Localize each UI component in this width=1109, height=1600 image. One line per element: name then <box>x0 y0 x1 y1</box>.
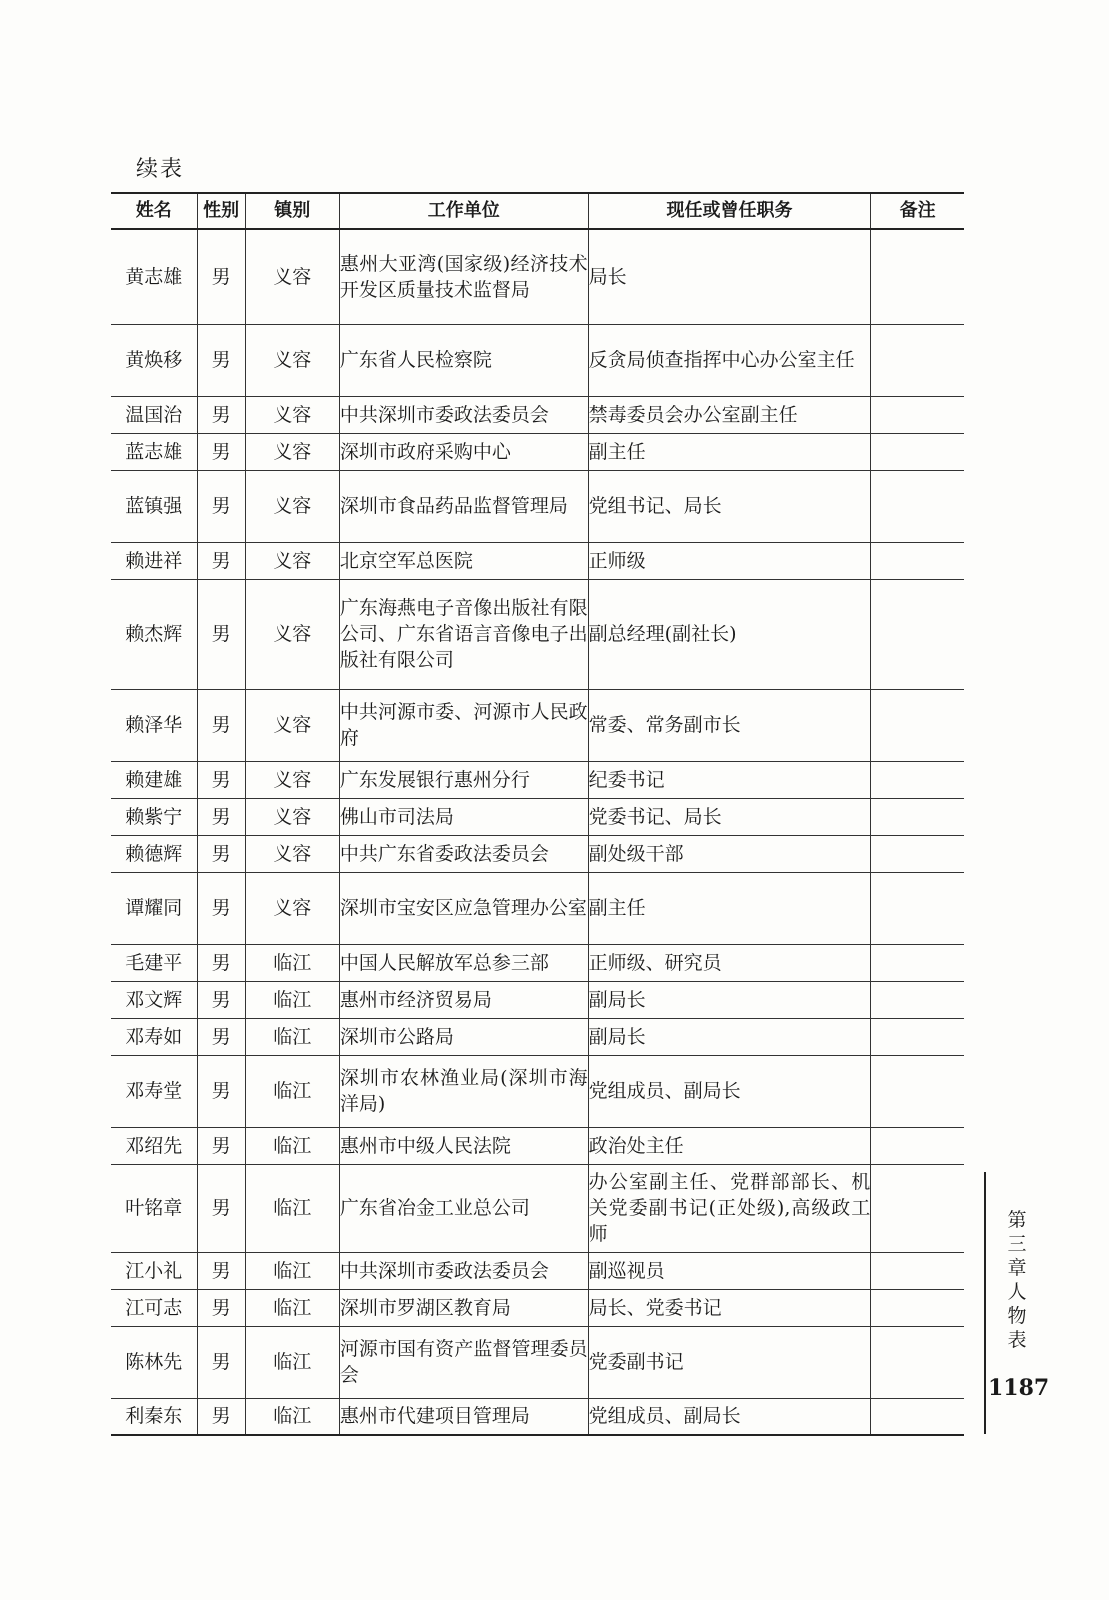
cell-unit: 深圳市农林渔业局(深圳市海洋局) <box>339 1055 588 1127</box>
cell-town: 临江 <box>245 944 339 981</box>
cell-remark <box>871 835 964 872</box>
cell-gender: 男 <box>197 1398 245 1435</box>
cell-town: 临江 <box>245 1127 339 1164</box>
cell-position: 办公室副主任、党群部部长、机关党委副书记(正处级),高级政工师 <box>588 1164 871 1252</box>
table-row <box>111 689 964 761</box>
col-header-name: 姓名 <box>111 193 197 229</box>
cell-town: 义容 <box>245 798 339 835</box>
cell-name: 陈林先 <box>111 1326 197 1398</box>
cell-gender: 男 <box>197 1055 245 1127</box>
cell-position: 副主任 <box>588 872 871 944</box>
continued-label: 续表 <box>136 157 185 182</box>
cell-position: 党组书记、局长 <box>588 470 871 542</box>
cell-remark <box>871 396 964 433</box>
cell-gender: 男 <box>197 1326 245 1398</box>
cell-gender: 男 <box>197 798 245 835</box>
cell-position: 反贪局侦查指挥中心办公室主任 <box>588 324 871 396</box>
cell-remark <box>871 981 964 1018</box>
cell-name: 邓绍先 <box>111 1127 197 1164</box>
cell-unit: 北京空军总医院 <box>339 542 588 579</box>
cell-name: 谭耀同 <box>111 872 197 944</box>
cell-gender: 男 <box>197 433 245 470</box>
cell-gender: 男 <box>197 835 245 872</box>
cell-remark <box>871 1289 964 1326</box>
table-row <box>111 798 964 835</box>
cell-remark <box>871 1398 964 1435</box>
cell-name: 黄焕移 <box>111 324 197 396</box>
cell-position: 禁毒委员会办公室副主任 <box>588 396 871 433</box>
cell-name: 黄志雄 <box>111 229 197 324</box>
cell-gender: 男 <box>197 1127 245 1164</box>
col-header-unit: 工作单位 <box>339 193 588 229</box>
cell-gender: 男 <box>197 324 245 396</box>
cell-unit: 深圳市食品药品监督管理局 <box>339 470 588 542</box>
cell-name: 邓文辉 <box>111 981 197 1018</box>
table-row <box>111 1289 964 1326</box>
cell-unit: 佛山市司法局 <box>339 798 588 835</box>
cell-name: 蓝镇强 <box>111 470 197 542</box>
table-row <box>111 1398 964 1435</box>
cell-gender: 男 <box>197 761 245 798</box>
cell-remark <box>871 470 964 542</box>
cell-position: 常委、常务副市长 <box>588 689 871 761</box>
cell-town: 义容 <box>245 433 339 470</box>
cell-town: 临江 <box>245 981 339 1018</box>
cell-town: 义容 <box>245 872 339 944</box>
cell-town: 义容 <box>245 542 339 579</box>
cell-name: 赖杰辉 <box>111 579 197 689</box>
cell-gender: 男 <box>197 542 245 579</box>
cell-town: 临江 <box>245 1018 339 1055</box>
cell-position: 党组成员、副局长 <box>588 1055 871 1127</box>
cell-unit: 深圳市公路局 <box>339 1018 588 1055</box>
cell-town: 义容 <box>245 579 339 689</box>
cell-remark <box>871 1326 964 1398</box>
cell-unit: 广东省人民检察院 <box>339 324 588 396</box>
table-row <box>111 396 964 433</box>
cell-name: 利秦东 <box>111 1398 197 1435</box>
cell-position: 副局长 <box>588 1018 871 1055</box>
table-row <box>111 542 964 579</box>
cell-town: 临江 <box>245 1164 339 1252</box>
table-row <box>111 835 964 872</box>
cell-remark <box>871 1055 964 1127</box>
col-header-remark: 备注 <box>871 193 964 229</box>
cell-gender: 男 <box>197 1289 245 1326</box>
cell-remark <box>871 1018 964 1055</box>
cell-name: 江可志 <box>111 1289 197 1326</box>
table-row <box>111 872 964 944</box>
cell-unit: 中共广东省委政法委员会 <box>339 835 588 872</box>
cell-gender: 男 <box>197 1164 245 1252</box>
cell-gender: 男 <box>197 1252 245 1289</box>
cell-unit: 惠州市中级人民法院 <box>339 1127 588 1164</box>
cell-name: 邓寿堂 <box>111 1055 197 1127</box>
cell-remark <box>871 1252 964 1289</box>
cell-name: 邓寿如 <box>111 1018 197 1055</box>
cell-name: 温国治 <box>111 396 197 433</box>
cell-position: 副局长 <box>588 981 871 1018</box>
cell-unit: 中共深圳市委政法委员会 <box>339 1252 588 1289</box>
cell-gender: 男 <box>197 981 245 1018</box>
cell-remark <box>871 1164 964 1252</box>
cell-remark <box>871 542 964 579</box>
cell-town: 义容 <box>245 689 339 761</box>
cell-unit: 深圳市政府采购中心 <box>339 433 588 470</box>
personnel-table <box>111 192 964 1436</box>
cell-town: 临江 <box>245 1055 339 1127</box>
table-row <box>111 944 964 981</box>
cell-unit: 广东省冶金工业总公司 <box>339 1164 588 1252</box>
cell-remark <box>871 798 964 835</box>
table-header-row <box>111 193 964 229</box>
cell-position: 正师级 <box>588 542 871 579</box>
cell-town: 义容 <box>245 229 339 324</box>
cell-remark <box>871 579 964 689</box>
table-row <box>111 579 964 689</box>
cell-position: 正师级、研究员 <box>588 944 871 981</box>
cell-unit: 深圳市罗湖区教育局 <box>339 1289 588 1326</box>
cell-name: 毛建平 <box>111 944 197 981</box>
cell-town: 临江 <box>245 1289 339 1326</box>
cell-unit: 广东海燕电子音像出版社有限公司、广东省语言音像电子出版社有限公司 <box>339 579 588 689</box>
table-row <box>111 1252 964 1289</box>
col-header-town: 镇别 <box>245 193 339 229</box>
cell-name: 赖进祥 <box>111 542 197 579</box>
cell-position: 纪委书记 <box>588 761 871 798</box>
table-row <box>111 1326 964 1398</box>
cell-position: 副处级干部 <box>588 835 871 872</box>
cell-unit: 广东发展银行惠州分行 <box>339 761 588 798</box>
cell-unit: 中共河源市委、河源市人民政府 <box>339 689 588 761</box>
cell-gender: 男 <box>197 229 245 324</box>
page-number: 1187 <box>988 1375 1050 1401</box>
cell-remark <box>871 872 964 944</box>
cell-position: 副巡视员 <box>588 1252 871 1289</box>
table-row <box>111 1055 964 1127</box>
table-row <box>111 229 964 324</box>
cell-gender: 男 <box>197 872 245 944</box>
cell-remark <box>871 1127 964 1164</box>
cell-remark <box>871 761 964 798</box>
cell-gender: 男 <box>197 944 245 981</box>
table-row <box>111 324 964 396</box>
cell-name: 江小礼 <box>111 1252 197 1289</box>
cell-name: 赖泽华 <box>111 689 197 761</box>
cell-unit: 中共深圳市委政法委员会 <box>339 396 588 433</box>
cell-town: 临江 <box>245 1252 339 1289</box>
cell-town: 义容 <box>245 324 339 396</box>
cell-position: 政治处主任 <box>588 1127 871 1164</box>
cell-town: 义容 <box>245 761 339 798</box>
cell-remark <box>871 229 964 324</box>
cell-position: 党委书记、局长 <box>588 798 871 835</box>
cell-remark <box>871 324 964 396</box>
table-row <box>111 761 964 798</box>
col-header-position: 现任或曾任职务 <box>588 193 871 229</box>
cell-position: 副主任 <box>588 433 871 470</box>
side-rule <box>984 1172 986 1434</box>
cell-remark <box>871 944 964 981</box>
cell-town: 义容 <box>245 396 339 433</box>
cell-name: 赖紫宁 <box>111 798 197 835</box>
cell-gender: 男 <box>197 396 245 433</box>
table-row <box>111 1164 964 1252</box>
cell-position: 局长、党委书记 <box>588 1289 871 1326</box>
cell-position: 党委副书记 <box>588 1326 871 1398</box>
col-header-gender: 性别 <box>197 193 245 229</box>
cell-gender: 男 <box>197 470 245 542</box>
chapter-title: 第三章 人物表 <box>1007 1209 1046 1351</box>
cell-position: 副总经理(副社长) <box>588 579 871 689</box>
cell-remark <box>871 433 964 470</box>
cell-gender: 男 <box>197 689 245 761</box>
table-row <box>111 470 964 542</box>
cell-name: 叶铭章 <box>111 1164 197 1252</box>
cell-remark <box>871 689 964 761</box>
cell-town: 临江 <box>245 1326 339 1398</box>
cell-unit: 河源市国有资产监督管理委员会 <box>339 1326 588 1398</box>
cell-town: 义容 <box>245 835 339 872</box>
cell-name: 蓝志雄 <box>111 433 197 470</box>
cell-unit: 深圳市宝安区应急管理办公室 <box>339 872 588 944</box>
cell-position: 党组成员、副局长 <box>588 1398 871 1435</box>
table-row <box>111 433 964 470</box>
cell-town: 临江 <box>245 1398 339 1435</box>
table-row <box>111 1018 964 1055</box>
cell-unit: 惠州市经济贸易局 <box>339 981 588 1018</box>
table-row <box>111 1127 964 1164</box>
cell-gender: 男 <box>197 1018 245 1055</box>
cell-unit: 惠州大亚湾(国家级)经济技术开发区质量技术监督局 <box>339 229 588 324</box>
cell-name: 赖德辉 <box>111 835 197 872</box>
cell-unit: 惠州市代建项目管理局 <box>339 1398 588 1435</box>
cell-name: 赖建雄 <box>111 761 197 798</box>
cell-unit: 中国人民解放军总参三部 <box>339 944 588 981</box>
cell-position: 局长 <box>588 229 871 324</box>
cell-gender: 男 <box>197 579 245 689</box>
cell-town: 义容 <box>245 470 339 542</box>
table-row <box>111 981 964 1018</box>
